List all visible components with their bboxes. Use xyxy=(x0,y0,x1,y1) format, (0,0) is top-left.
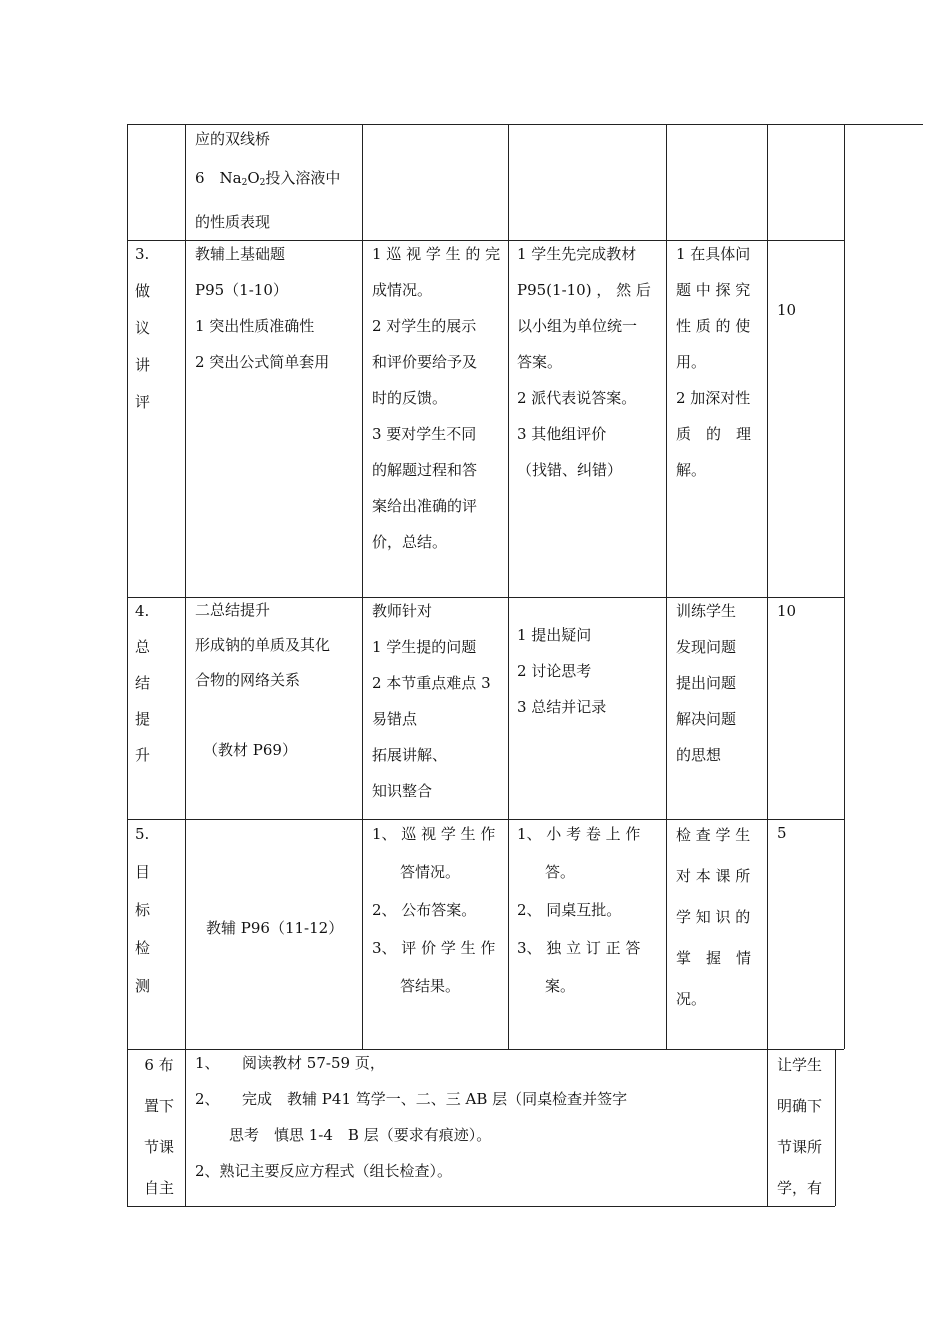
row1-student-cell xyxy=(517,236,662,488)
step-text: 测 xyxy=(135,977,151,995)
step-text: 提 xyxy=(135,710,151,728)
teacher-line: 价，总结。 xyxy=(372,533,448,551)
table-border-left xyxy=(127,124,128,1206)
teacher-line: 和评价要给予及 xyxy=(372,353,478,371)
table-border-bottom xyxy=(127,1206,835,1207)
student-line: P95(1-10) ， 然 后 xyxy=(517,281,651,299)
student-line: 3 总结并记录 xyxy=(517,698,607,716)
teacher-line: 的解题过程和答 xyxy=(372,461,478,479)
column-divider xyxy=(666,124,667,1049)
content-line: 1、 阅读教材 57-59 页， xyxy=(195,1054,385,1072)
student-line: 3 其他组评价 xyxy=(517,425,607,443)
teacher-line: 1 学生提的问题 xyxy=(372,638,477,656)
intent-line: 学 知 识 的 xyxy=(676,908,751,926)
column-divider xyxy=(362,124,363,1049)
intent-line: 明确下 xyxy=(777,1097,823,1115)
row2-content-cell xyxy=(195,593,357,768)
intent-line: 训练学生 xyxy=(676,602,737,620)
content-line: 形成钠的单质及其化 xyxy=(195,636,331,654)
row2-step-cell xyxy=(135,593,175,773)
content-line: 应的双线桥 xyxy=(195,130,271,148)
intent-line: 的思想 xyxy=(676,746,722,764)
teacher-line: 易错点 xyxy=(372,710,418,728)
row2-teacher-cell xyxy=(372,593,504,809)
teacher-line: 3 要对学生不同 xyxy=(372,425,477,443)
teacher-line: 答结果。 xyxy=(400,977,461,995)
content-line: 思考 慎思 1-4 B 层（要求有痕迹）。 xyxy=(229,1126,492,1144)
content-line: 2、 完成 教辅 P41 笃学一、二、三 AB 层（同桌检查并签字 xyxy=(195,1090,628,1108)
row1-content-cell xyxy=(195,236,357,380)
student-line: 2 派代表说答案。 xyxy=(517,389,637,407)
student-line: （找错、纠错） xyxy=(517,461,623,479)
step-text: 升 xyxy=(135,746,151,764)
row4-content-cell xyxy=(195,1045,760,1189)
intent-line: 解。 xyxy=(676,461,707,479)
content-line: P95（1-10） xyxy=(195,281,288,299)
step-text: 4. xyxy=(135,602,150,620)
step-text: 议 xyxy=(135,319,151,337)
row3-intent-cell xyxy=(676,815,762,1020)
column-divider xyxy=(844,124,845,1049)
content-line: 1 突出性质准确性 xyxy=(195,317,315,335)
row1-step-cell xyxy=(135,236,175,421)
step-text: 检 xyxy=(135,939,151,957)
intent-line: 学，有 xyxy=(777,1179,823,1197)
row2-student-cell xyxy=(517,617,662,725)
step-text: 3. xyxy=(135,245,150,263)
column-divider xyxy=(835,1049,836,1206)
teacher-line: 拓展讲解、 xyxy=(372,746,448,764)
teacher-line: 案给出准确的评 xyxy=(372,497,478,515)
intent-line: 2 加深对性 xyxy=(676,389,751,407)
step-text: 标 xyxy=(135,901,151,919)
step-text: 目 xyxy=(135,863,151,881)
content-line: 教辅上基础题 xyxy=(195,245,286,263)
column-divider xyxy=(185,124,186,1206)
teacher-line: 知识整合 xyxy=(372,782,433,800)
row3-content-cell: 教辅 P96（11-12） xyxy=(206,919,344,937)
content-line xyxy=(195,698,357,733)
intent-line: 让学生 xyxy=(777,1056,823,1074)
teacher-line: 1 巡 视 学 生 的 完 xyxy=(372,245,501,263)
intent-line: 掌 握 情 xyxy=(676,949,752,967)
step-text: 做 xyxy=(135,282,151,300)
student-line: 1、 小 考 卷 上 作 xyxy=(517,825,641,843)
student-line: 1 学生先完成教材 xyxy=(517,245,637,263)
row2-time-cell: 10 xyxy=(777,602,797,620)
step-text: 5. xyxy=(135,825,150,843)
step-text: 结 xyxy=(135,674,151,692)
teacher-line: 3、 评 价 学 生 作 xyxy=(372,939,496,957)
row4-intent-cell xyxy=(777,1045,833,1209)
teacher-line: 成情况。 xyxy=(372,281,433,299)
intent-line: 解决问题 xyxy=(676,710,737,728)
row4-step-cell xyxy=(136,1045,182,1209)
intent-line: 提出问题 xyxy=(676,674,737,692)
intent-line: 性 质 的 使 xyxy=(676,317,751,335)
intent-line: 发现问题 xyxy=(676,638,737,656)
intent-line: 1 在具体问 xyxy=(676,245,751,263)
teacher-line: 教师针对 xyxy=(372,602,433,620)
teacher-line: 答情况。 xyxy=(400,863,461,881)
row1-time-cell: 10 xyxy=(777,301,797,319)
content-line: 2 突出公式简单套用 xyxy=(195,353,330,371)
row3-student-cell xyxy=(517,815,662,1005)
student-line: 答案。 xyxy=(517,353,563,371)
student-line: 2、 同桌互批。 xyxy=(517,901,622,919)
student-line: 3、 独 立 订 正 答 xyxy=(517,939,641,957)
step-text: 置下 xyxy=(143,1097,174,1115)
step-text: 总 xyxy=(135,638,151,656)
row2-intent-cell xyxy=(676,593,762,773)
intent-line: 质 的 理 xyxy=(676,425,752,443)
content-line: 二总结提升 xyxy=(195,601,271,619)
step-text: 评 xyxy=(135,393,151,411)
content-line: 的性质表现 xyxy=(195,213,271,231)
step-text: 讲 xyxy=(135,356,151,374)
intent-line: 对 本 课 所 xyxy=(676,867,751,885)
student-line: 2 讨论思考 xyxy=(517,662,592,680)
intent-line: 况。 xyxy=(676,990,707,1008)
row3-step-cell xyxy=(135,815,175,1005)
intent-line: 检 查 学 生 xyxy=(676,826,751,844)
step-text: 6 布 xyxy=(144,1056,174,1074)
student-line: 案。 xyxy=(545,977,576,995)
content-line: 2、熟记主要反应方程式（组长检查）。 xyxy=(195,1162,453,1180)
teacher-line: 2、 公布答案。 xyxy=(372,901,477,919)
teacher-line: 1、 巡 视 学 生 作 xyxy=(372,825,496,843)
step-text: 节课 xyxy=(143,1138,174,1156)
column-divider xyxy=(767,124,768,1206)
intent-line: 用。 xyxy=(676,353,707,371)
content-line: （教材 P69） xyxy=(203,741,297,759)
column-divider xyxy=(508,124,509,1049)
teacher-line: 时的反馈。 xyxy=(372,389,448,407)
student-line: 以小组为单位统一 xyxy=(517,317,638,335)
row0-content-cell xyxy=(195,120,357,242)
content-line: 6 $Na_2O_2$投入溶液中 xyxy=(195,169,341,188)
student-line: 答。 xyxy=(545,863,576,881)
intent-line: 节课所 xyxy=(777,1138,823,1156)
row1-teacher-cell xyxy=(372,236,500,560)
step-text: 自主 xyxy=(143,1179,174,1197)
row1-intent-cell xyxy=(676,236,762,488)
intent-line: 题 中 探 究 xyxy=(676,281,751,299)
row3-time-cell: 5 xyxy=(777,824,787,842)
teacher-line: 2 对学生的展示 xyxy=(372,317,477,335)
row3-teacher-cell xyxy=(372,815,504,1005)
student-line: 1 提出疑问 xyxy=(517,626,592,644)
content-line: 合物的网络关系 xyxy=(195,671,301,689)
teacher-line: 2 本节重点难点 3 xyxy=(372,674,491,692)
